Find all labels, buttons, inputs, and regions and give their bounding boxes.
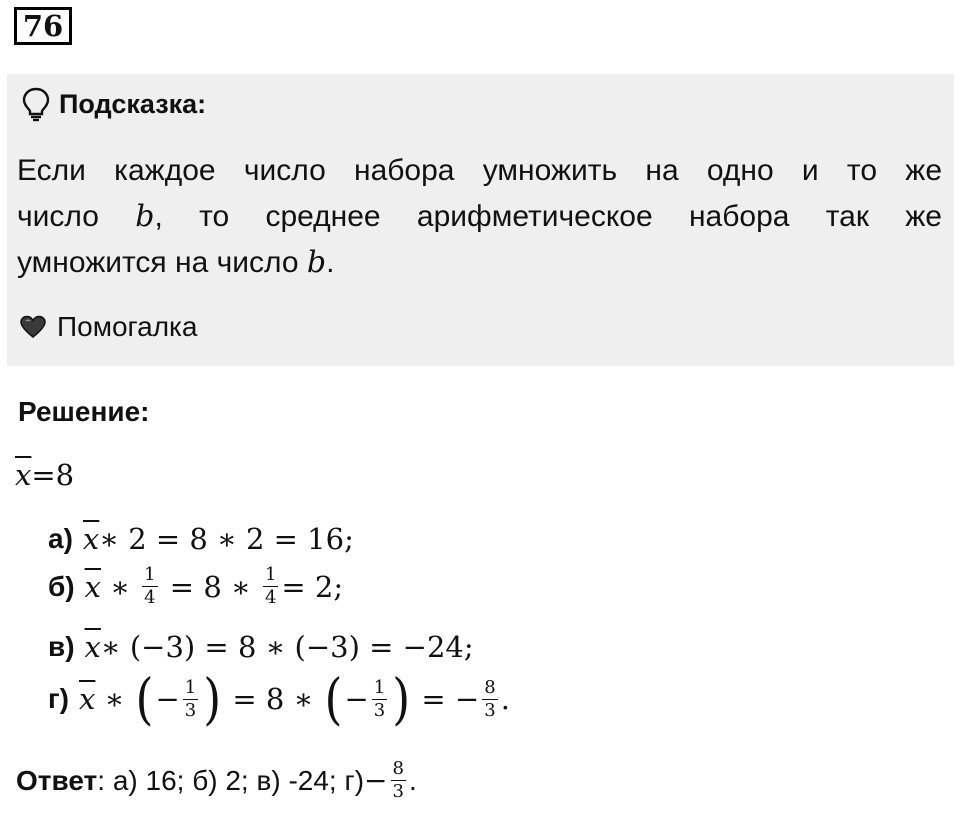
- solution-item-a: а) $\overline{x}$ ∗ 2 = 8 ∗ 2 = 16;: [48, 522, 354, 556]
- hint-line-1: Если каждое число набора умножить на одно и то же: [17, 154, 942, 187]
- solution-title: Решение:: [18, 396, 150, 427]
- answer-text: : а) 16; б) 2; в) -24; г): [97, 764, 365, 796]
- solution-item-d: г) $\overline{x}$ ∗ ( − $\frac{1}{3}$ ) = 8 ∗ ( − $\frac{1}{3}$ ) = − $\frac{8}{3}$ .: [48, 666, 510, 732]
- task-number: 76: [14, 7, 72, 45]
- hint-text: [17, 148, 942, 286]
- hint-line-2: число b, то среднее арифметическое набора так же: [17, 199, 942, 234]
- hint-title: Подсказка:: [59, 88, 207, 119]
- mean-value: $\overline{x}=8$: [15, 458, 75, 492]
- heart-icon: [19, 315, 47, 339]
- helper-link[interactable]: [19, 311, 197, 343]
- answer-line: Ответ : а) 16; б) 2; в) -24; г) − $\frac{8}{3}$ .: [16, 758, 417, 802]
- solution-item-c: в) $\overline{x}$ ∗ (−3) = 8 ∗ (−3) = −24;: [48, 630, 474, 664]
- hint-line-3: умножится на число b.: [17, 245, 335, 280]
- answer-label: Ответ: [16, 764, 98, 796]
- hint-header: [21, 86, 206, 122]
- lightbulb-icon: [21, 86, 51, 122]
- helper-label: Помогалка: [57, 311, 198, 342]
- solution-item-b: б) $\overline{x}$ ∗ $\frac{1}{4}$ = 8 ∗ $\frac{1}{4}$ = 2;: [48, 564, 344, 608]
- hint-box: [7, 74, 954, 366]
